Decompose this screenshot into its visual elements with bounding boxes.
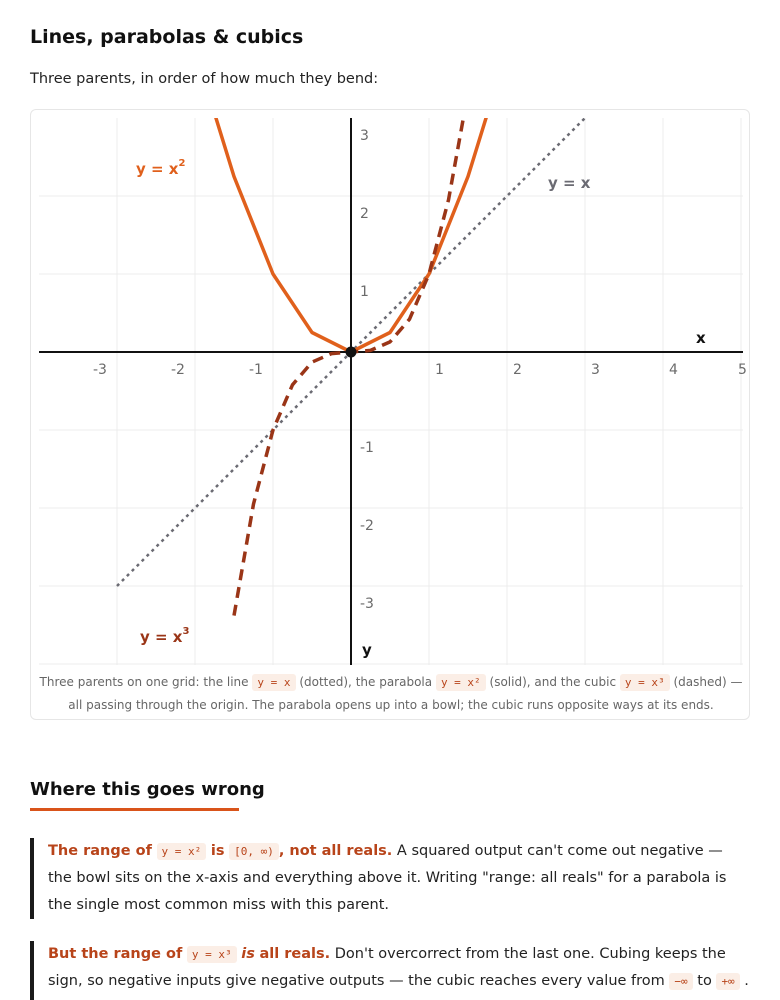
callout-lead: But the range of <box>48 946 183 962</box>
x-tick-label: -1 <box>249 362 263 378</box>
pitfall-callout <box>30 838 750 919</box>
caption-code-line: y = x <box>252 674 295 691</box>
callout-code: [0, ∞) <box>229 843 279 860</box>
caption-text: Three parents on one grid: the line <box>39 675 249 689</box>
x-tick-label: 5 <box>738 362 747 378</box>
caption-code-parabola: y = x² <box>436 674 486 691</box>
heading-underline <box>30 808 239 811</box>
pitfall-callout <box>30 941 750 1000</box>
caption-code-cubic: y = x³ <box>620 674 670 691</box>
x-tick-label: 4 <box>669 362 678 378</box>
callout-lead: The range of <box>48 843 152 859</box>
x-tick-label: -3 <box>93 362 107 378</box>
callout-body: Don't overcorrect from the last one. Cubing keeps the sign, so negative inputs give negative outputs — the cubic reaches every value from <box>48 946 726 989</box>
cubic-label: $y = x^3$ <box>140 626 190 646</box>
callout-lead: all reals. <box>259 946 331 962</box>
figure-caption <box>37 671 745 716</box>
x-tick-label: 3 <box>591 362 600 378</box>
y-tick-label: -2 <box>360 518 374 534</box>
callout-body: A squared output can't come out negative — the bowl sits on the x-axis and everything above it. Writing "range: all reals" for a parabola is the single most common miss with this parent. <box>48 843 727 913</box>
section-title: Lines, parabolas & cubics <box>30 26 304 48</box>
caption-text: all passing through the origin. The parabola opens up into a bowl; the cubic runs opposite ways at its ends. <box>68 698 714 712</box>
y-tick-label: 1 <box>360 284 369 300</box>
callout-code: −∞ <box>669 973 692 990</box>
y-tick-label: -3 <box>360 596 374 612</box>
callout-code: y = x² <box>157 843 207 860</box>
caption-text: (dotted), the parabola <box>299 675 433 689</box>
origin-point <box>346 347 357 358</box>
x-tick-label: -2 <box>171 362 185 378</box>
x-axis-label: x <box>696 329 706 347</box>
y-tick-label: 3 <box>360 128 369 144</box>
parent-functions-chart <box>31 110 751 670</box>
callout-body: . <box>744 973 749 989</box>
caption-text: (solid), and the cubic <box>489 675 617 689</box>
callout-code: y = x³ <box>187 946 237 963</box>
caption-text: (dashed) — <box>673 675 743 689</box>
callout-lead: , not all reals. <box>278 843 393 859</box>
line-label: y = x <box>548 174 591 192</box>
section-intro: Three parents, in order of how much they bend: <box>30 71 379 87</box>
parabola-label: $y = x^2$ <box>136 158 186 178</box>
y-tick-label: -1 <box>360 440 374 456</box>
x-tick-label: 1 <box>435 362 444 378</box>
callout-lead: is <box>210 843 225 859</box>
y-tick-label: 2 <box>360 206 369 222</box>
callout-code: +∞ <box>716 973 739 990</box>
cubic-series <box>234 114 464 615</box>
callout-body: to <box>697 973 712 989</box>
graph-figure <box>30 109 750 720</box>
callout-lead-emphasis: is <box>241 946 255 962</box>
x-tick-label: 2 <box>513 362 522 378</box>
y-axis-label: y <box>362 641 372 659</box>
pitfalls-heading: Where this goes wrong <box>30 779 265 800</box>
